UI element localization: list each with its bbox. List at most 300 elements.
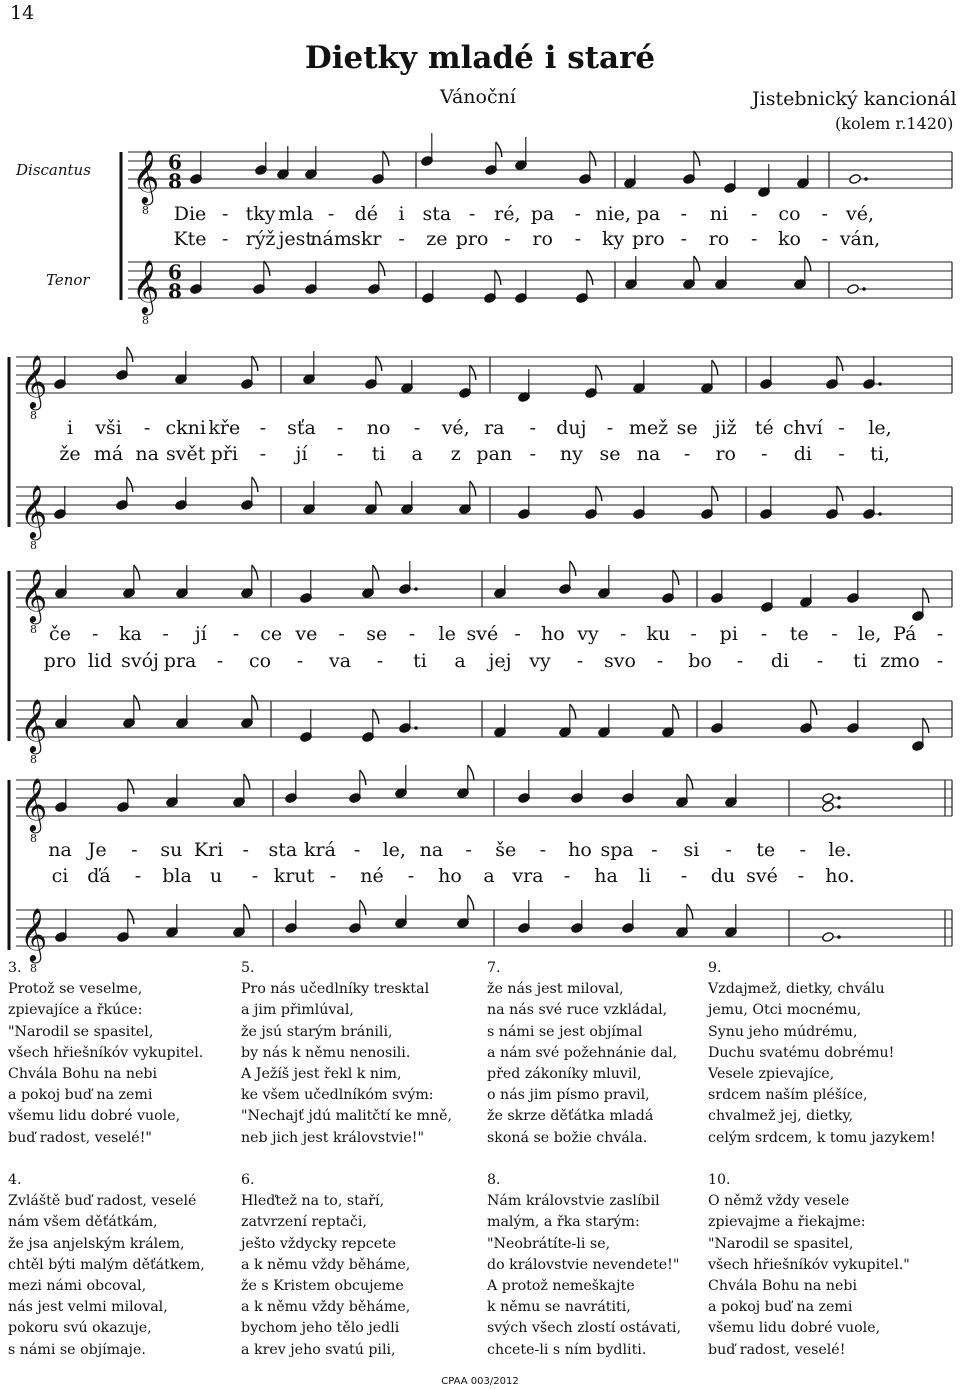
verse-line: buď radost, veselé! bbox=[708, 1341, 846, 1358]
lyric-syllable: - bbox=[504, 228, 511, 250]
lyric-syllable: ďá bbox=[87, 865, 111, 887]
verse-number: 9. bbox=[708, 960, 722, 976]
verse-line: pokoru svú okazuje, bbox=[8, 1320, 152, 1337]
lyric-syllable: le. bbox=[828, 839, 852, 861]
note-head bbox=[822, 801, 835, 812]
time-signature: 6 bbox=[168, 150, 182, 174]
lyric-syllable: ci bbox=[51, 865, 69, 887]
verse-line: O němž vždy vesele bbox=[708, 1193, 850, 1210]
verse-line: chcete-li s ním bydliti. bbox=[487, 1341, 647, 1358]
note-flag bbox=[468, 895, 474, 910]
note-flag bbox=[128, 779, 134, 794]
lyric-syllable: - bbox=[91, 623, 99, 645]
lyric-syllable: - bbox=[539, 839, 547, 861]
verse-line: buď radost, veselé!" bbox=[8, 1129, 152, 1146]
verse-line: Hleďtež na to, staří, bbox=[241, 1193, 385, 1210]
lyric-syllable: té bbox=[754, 417, 774, 439]
lyric-syllable: - bbox=[936, 623, 944, 645]
lyric-syllable: již bbox=[714, 417, 737, 439]
note-flag bbox=[495, 270, 501, 285]
lyric-syllable: ti bbox=[371, 443, 386, 465]
lyric-syllable: - bbox=[760, 623, 768, 645]
lyric-line bbox=[67, 417, 892, 439]
note-flag bbox=[264, 261, 270, 276]
lyric-syllable: z bbox=[450, 443, 461, 465]
song-subtitle: Vánoční bbox=[440, 86, 516, 108]
lyric-syllable: bla bbox=[162, 865, 192, 887]
note-flag bbox=[590, 151, 596, 166]
clef-octave-mark: 8 bbox=[30, 962, 37, 975]
verse-line: že skrze děťátka mladá bbox=[487, 1108, 654, 1125]
lyric-syllable: sťa bbox=[287, 417, 316, 439]
verse-line: a pokoj buď na zemi bbox=[708, 1299, 853, 1316]
note-dot bbox=[878, 512, 882, 516]
lyric-syllable: du bbox=[710, 865, 736, 887]
lyric-syllable: - bbox=[821, 203, 828, 225]
note-dot bbox=[414, 726, 418, 730]
note-flag bbox=[687, 774, 693, 789]
verse-line: zpievajíce a řkúce: bbox=[8, 1002, 143, 1019]
note-flag bbox=[134, 695, 140, 710]
verse-5 bbox=[241, 958, 471, 1149]
lyric-syllable: ha bbox=[594, 865, 618, 887]
lyric-syllable: - bbox=[799, 839, 807, 861]
lyric-syllable: i bbox=[398, 203, 405, 225]
lyric-syllable: - bbox=[376, 650, 384, 672]
lyric-syllable: no bbox=[366, 417, 391, 439]
note-flag bbox=[570, 704, 576, 719]
note-flag bbox=[252, 695, 258, 710]
treble-clef-icon: 𝄞 bbox=[20, 907, 48, 961]
lyric-syllable: - bbox=[468, 203, 476, 225]
lyric-syllable: ko bbox=[777, 228, 801, 250]
lyric-syllable: svět bbox=[166, 443, 206, 465]
lyric-syllable: vy bbox=[529, 650, 551, 672]
clef-octave-mark: 8 bbox=[30, 623, 37, 636]
lyric-syllable: - bbox=[251, 865, 259, 887]
note-flag bbox=[596, 365, 602, 380]
verse-line: na nás své ruce vzkládal, bbox=[487, 1002, 668, 1019]
lyric-syllable: vši bbox=[95, 417, 122, 439]
note-flag bbox=[587, 270, 593, 285]
note-flag bbox=[496, 142, 502, 157]
lyric-syllable: - bbox=[259, 443, 267, 465]
treble-clef-icon: 𝄞 bbox=[20, 354, 48, 408]
verse-line: všech hřiešníkóv vykupitel. bbox=[8, 1044, 204, 1061]
lyric-syllable: a bbox=[411, 443, 423, 465]
verse-line: neb jich jest královstvie!" bbox=[241, 1129, 425, 1146]
note-flag bbox=[712, 360, 718, 375]
lyric-syllable: ré, bbox=[494, 203, 521, 225]
verse-line: skoná se božie chvála. bbox=[487, 1129, 648, 1146]
verse-line: "Neobrátíte-li se, bbox=[487, 1235, 611, 1252]
lyric-syllable: jej bbox=[488, 650, 512, 672]
verse-line: "Narodil se spasitel, bbox=[8, 1023, 154, 1040]
verse-line: malým, a řka starým: bbox=[487, 1214, 640, 1231]
lyric-syllable: - bbox=[259, 417, 267, 439]
lyric-syllable: ro bbox=[715, 443, 736, 465]
lyric-syllable: ra bbox=[484, 417, 505, 439]
lyric-syllable: - bbox=[563, 865, 571, 887]
verse-line: zpievajme a řiekajme: bbox=[708, 1214, 866, 1231]
lyric-syllable: - bbox=[574, 203, 582, 225]
time-signature: 8 bbox=[168, 279, 182, 303]
verse-line: Nám královstvie zaslíbil bbox=[487, 1193, 660, 1210]
lyric-syllable: - bbox=[651, 839, 658, 861]
lyric-syllable: va bbox=[328, 650, 352, 672]
verse-number: 6. bbox=[241, 1172, 255, 1188]
lyric-syllable: a bbox=[483, 865, 495, 887]
verse-line: Synu jeho múdrému, bbox=[708, 1023, 858, 1040]
lyric-syllable: ky bbox=[602, 228, 625, 250]
lyric-line bbox=[173, 228, 880, 250]
verse-line: ke všem učedlníkóm svým: bbox=[241, 1087, 434, 1104]
lyric-syllable: te bbox=[789, 623, 809, 645]
lyric-syllable: - bbox=[408, 623, 416, 645]
note-flag bbox=[376, 356, 382, 371]
verse-9 bbox=[708, 958, 938, 1149]
note-flag bbox=[376, 481, 382, 496]
lyric-syllable: na bbox=[135, 443, 159, 465]
lyric-syllable: - bbox=[680, 228, 687, 250]
verse-line: že s Kristem obcujeme bbox=[241, 1278, 404, 1295]
lyric-line bbox=[59, 443, 890, 465]
verse-line: a k němu vždy běháme, bbox=[241, 1299, 411, 1316]
lyric-syllable: - bbox=[606, 417, 614, 439]
lyric-syllable: - bbox=[656, 650, 664, 672]
note-flag bbox=[360, 770, 366, 785]
lyric-syllable: nám bbox=[310, 228, 352, 250]
note-flag bbox=[687, 904, 693, 919]
lyric-syllable: na bbox=[48, 839, 72, 861]
lyric-syllable: i bbox=[66, 417, 74, 439]
lyric-syllable: - bbox=[222, 228, 229, 250]
lyric-syllable: ve bbox=[295, 623, 318, 645]
verse-number: 8. bbox=[487, 1172, 501, 1188]
verse-line: Duchu svatému dobrému! bbox=[708, 1044, 895, 1061]
lyric-syllable: - bbox=[296, 650, 304, 672]
note-flag bbox=[252, 477, 258, 492]
lyric-syllable: - bbox=[514, 623, 521, 645]
note-dot bbox=[837, 935, 841, 939]
lyric-syllable: te bbox=[756, 839, 776, 861]
lyric-syllable: vy bbox=[577, 623, 599, 645]
verse-line: do královstvie nevendete!" bbox=[487, 1256, 680, 1273]
lyric-syllable: bo bbox=[688, 650, 712, 672]
note-flag bbox=[923, 718, 929, 733]
lyric-syllable: - bbox=[134, 865, 142, 887]
lyric-syllable: vé, bbox=[845, 203, 875, 225]
lyric-syllable: di bbox=[770, 650, 790, 672]
voice-label-tenor: Tenor bbox=[46, 271, 90, 289]
lyric-syllable: ku bbox=[646, 623, 671, 645]
lyric-syllable: - bbox=[797, 865, 805, 887]
lyric-syllable: pa bbox=[530, 203, 555, 225]
lyric-syllable: chví bbox=[783, 417, 823, 439]
note-flag bbox=[383, 151, 389, 166]
lyric-syllable: - bbox=[576, 650, 584, 672]
lyric-syllable: - bbox=[413, 417, 421, 439]
treble-clef-icon: 𝄞 bbox=[20, 777, 48, 831]
verse-line: s námi se objímaje. bbox=[8, 1341, 146, 1358]
verse-number: 10. bbox=[708, 1172, 731, 1188]
lyric-line bbox=[52, 865, 855, 887]
lyric-syllable: - bbox=[529, 417, 537, 439]
note-flag bbox=[134, 565, 140, 580]
note-head bbox=[822, 931, 835, 942]
lyric-syllable: krá bbox=[304, 839, 336, 861]
verse-number: 3. bbox=[8, 960, 22, 976]
lyric-syllable: - bbox=[725, 839, 732, 861]
note-flag bbox=[712, 486, 718, 501]
note-dot bbox=[837, 805, 841, 809]
lyric-syllable: ho bbox=[540, 623, 565, 645]
treble-clef-icon: 𝄞 bbox=[20, 568, 48, 622]
verse-line: Vzdajmež, dietky, chválu bbox=[708, 981, 885, 998]
note-flag bbox=[837, 486, 843, 501]
lyric-syllable: - bbox=[232, 623, 240, 645]
verse-3 bbox=[8, 958, 238, 1149]
lyric-syllable: vra bbox=[512, 865, 544, 887]
time-signature: 8 bbox=[168, 169, 182, 193]
lyric-syllable: - bbox=[761, 443, 768, 465]
lyric-syllable: - bbox=[529, 443, 537, 465]
lyric-syllable: - bbox=[821, 228, 828, 250]
voice-label-discantus: Discantus bbox=[16, 161, 91, 179]
lyric-syllable: mež bbox=[628, 417, 669, 439]
verse-line: Pro nás učedlníky tresktal bbox=[241, 981, 430, 998]
treble-clef-icon: 𝄞 bbox=[20, 484, 48, 538]
note-flag bbox=[128, 909, 134, 924]
lyric-syllable: Die bbox=[173, 203, 207, 225]
clef-octave-mark: 8 bbox=[30, 832, 37, 845]
lyric-syllable: mla bbox=[278, 203, 314, 225]
verse-line: že jsú starým bránili, bbox=[241, 1023, 393, 1040]
lyric-syllable: ro bbox=[532, 228, 553, 250]
verse-line: před zákoníky mluvil, bbox=[487, 1066, 642, 1083]
note-flag bbox=[244, 774, 250, 789]
verse-line: A Ježíš jest řekl k nim, bbox=[241, 1066, 402, 1083]
verse-line: o nás jim písmo pravil, bbox=[487, 1087, 650, 1104]
lyric-syllable: če bbox=[49, 623, 71, 645]
verse-line: "Nechajť jdú malitčtí ke mně, bbox=[241, 1108, 452, 1125]
note-head bbox=[847, 283, 860, 294]
lyric-syllable: ti bbox=[853, 650, 867, 672]
lyric-syllable: - bbox=[143, 417, 151, 439]
treble-clef-icon: 𝄞 bbox=[132, 259, 160, 313]
note-flag bbox=[805, 256, 811, 271]
verse-number: 7. bbox=[487, 960, 501, 976]
lyric-syllable: dé bbox=[354, 203, 379, 225]
verse-line: srdcem naším pléšíce, bbox=[708, 1087, 868, 1104]
verse-line: "Narodil se spasitel, bbox=[708, 1235, 854, 1252]
lyric-syllable: Je bbox=[87, 839, 107, 861]
lyric-syllable: - bbox=[680, 865, 688, 887]
lyric-syllable: ho. bbox=[825, 865, 855, 887]
note-flag bbox=[673, 570, 679, 585]
note-flag bbox=[837, 356, 843, 371]
lyric-syllable: - bbox=[619, 623, 627, 645]
lyric-syllable: zmo bbox=[880, 650, 920, 672]
verse-line: zatvrzení reptači, bbox=[241, 1214, 367, 1231]
note-flag bbox=[373, 565, 379, 580]
verse-line: Chvála Bohu na nebi bbox=[8, 1066, 157, 1083]
lyric-syllable: - bbox=[336, 417, 344, 439]
lyric-syllable: pan bbox=[476, 443, 513, 465]
lyric-syllable: kře bbox=[208, 417, 241, 439]
lyric-syllable: - bbox=[750, 228, 758, 250]
note-dot bbox=[864, 177, 868, 181]
verse-line: a jim přimlúval, bbox=[241, 1002, 354, 1019]
lyric-syllable: ckni bbox=[165, 417, 206, 439]
note-dot bbox=[878, 382, 882, 386]
verse-line: nás jest velmi miloval, bbox=[8, 1299, 168, 1316]
lyric-syllable: pa bbox=[636, 203, 661, 225]
lyric-syllable: - bbox=[398, 228, 405, 250]
verse-line: všemu lidu dobré vuole, bbox=[8, 1108, 181, 1125]
verse-line: Vesele zpievajíce, bbox=[708, 1066, 835, 1083]
lyric-line bbox=[48, 839, 851, 861]
lyric-syllable: - bbox=[838, 443, 845, 465]
verse-line: a pokoj buď na zemi bbox=[8, 1087, 153, 1104]
lyric-syllable: že bbox=[59, 443, 81, 465]
lyric-syllable: na bbox=[419, 839, 444, 861]
lyric-line bbox=[174, 203, 874, 225]
verse-line: s námi se jest objímal bbox=[487, 1023, 643, 1040]
clef-octave-mark: 8 bbox=[142, 314, 149, 327]
lyric-syllable: su bbox=[160, 839, 183, 861]
lyric-syllable: - bbox=[327, 203, 335, 225]
song-source: Jistebnický kancionál bbox=[752, 88, 957, 110]
lyric-syllable: - bbox=[336, 443, 344, 465]
note-flag bbox=[360, 900, 366, 915]
note-flag bbox=[923, 588, 929, 603]
verse-line: všech hřiešníkóv vykupitel." bbox=[708, 1256, 910, 1273]
lyric-syllable: co bbox=[248, 650, 272, 672]
lyric-syllable: má bbox=[93, 443, 124, 465]
lyric-syllable: - bbox=[222, 203, 229, 225]
verse-line: chtěl býti malým děťátkem, bbox=[8, 1256, 205, 1273]
clef-octave-mark: 8 bbox=[30, 409, 37, 422]
verse-line: Protož se veselme, bbox=[8, 981, 143, 998]
verse-line: svých všech zlostí ostávati, bbox=[487, 1320, 681, 1337]
verse-10 bbox=[708, 1170, 938, 1361]
lyric-syllable: co bbox=[778, 203, 801, 225]
lyric-syllable: le, bbox=[382, 839, 406, 861]
lyric-syllable: pi bbox=[719, 623, 738, 645]
lyric-syllable: ho bbox=[438, 865, 462, 887]
clef-octave-mark: 8 bbox=[30, 539, 37, 552]
note-flag bbox=[244, 904, 250, 919]
lyric-syllable: své bbox=[746, 865, 778, 887]
lyric-syllable: - bbox=[465, 839, 472, 861]
treble-clef-icon: 𝄞 bbox=[20, 698, 48, 752]
lyric-syllable: - bbox=[683, 443, 691, 465]
lyric-syllable: lid bbox=[87, 650, 113, 672]
lyric-syllable: - bbox=[816, 650, 824, 672]
note-flag bbox=[379, 261, 385, 276]
lyric-syllable: rýž bbox=[245, 228, 276, 250]
lyric-syllable: a bbox=[454, 650, 466, 672]
lyric-syllable: pro bbox=[43, 650, 77, 672]
lyric-syllable: - bbox=[736, 650, 744, 672]
lyric-line bbox=[44, 650, 944, 672]
lyric-syllable: jest bbox=[278, 228, 314, 250]
lyric-line bbox=[49, 623, 943, 645]
note-flag bbox=[673, 704, 679, 719]
lyric-syllable: - bbox=[838, 417, 845, 439]
lyric-syllable: pro bbox=[455, 228, 489, 250]
note-flag bbox=[468, 765, 474, 780]
lyric-syllable: duj bbox=[556, 417, 587, 439]
lyric-syllable: le, bbox=[868, 417, 892, 439]
lyric-syllable: se bbox=[599, 443, 621, 465]
note-flag bbox=[252, 565, 258, 580]
lyric-syllable: své bbox=[466, 623, 499, 645]
lyric-syllable: ván, bbox=[839, 228, 881, 250]
lyric-syllable: nie, bbox=[595, 203, 631, 225]
lyric-syllable: se bbox=[366, 623, 388, 645]
lyric-syllable: u bbox=[209, 865, 223, 887]
verse-7 bbox=[487, 958, 717, 1149]
lyric-syllable: - bbox=[162, 623, 169, 645]
lyric-syllable: - bbox=[216, 650, 224, 672]
lyric-syllable: skr bbox=[351, 228, 382, 250]
lyric-syllable: jí bbox=[194, 623, 207, 645]
note-flag bbox=[470, 481, 476, 496]
note-head bbox=[849, 173, 862, 184]
note-head bbox=[822, 792, 835, 803]
lyric-syllable: pra bbox=[163, 650, 197, 672]
note-flag bbox=[570, 561, 576, 576]
lyric-syllable: ce bbox=[260, 623, 283, 645]
note-flag bbox=[694, 256, 700, 271]
lyric-syllable: né bbox=[360, 865, 384, 887]
footer-code: CPAA 003/2012 bbox=[441, 1376, 519, 1387]
lyric-syllable: še bbox=[495, 839, 517, 861]
song-title: Dietky mladé i staré bbox=[304, 40, 656, 76]
note-flag bbox=[470, 365, 476, 380]
lyric-syllable: ny bbox=[559, 443, 583, 465]
lyric-syllable: - bbox=[242, 839, 249, 861]
lyric-syllable: - bbox=[831, 623, 838, 645]
note-dot bbox=[862, 287, 866, 291]
verse-line: a krev jeho svatú pili, bbox=[241, 1341, 396, 1358]
verse-line: chvalmež jej, dietky, bbox=[708, 1108, 854, 1125]
verse-line: že nás jest miloval, bbox=[487, 981, 624, 998]
lyric-syllable: vé, bbox=[441, 417, 470, 439]
lyric-syllable: Kri bbox=[193, 839, 224, 861]
verse-line: k němu se navrátiti, bbox=[487, 1299, 631, 1316]
lyric-syllable: spa bbox=[600, 839, 634, 861]
lyric-syllable: di bbox=[793, 443, 812, 465]
note-dot bbox=[837, 796, 841, 800]
lyric-syllable: - bbox=[407, 865, 415, 887]
note-flag bbox=[127, 477, 133, 492]
lyric-syllable: - bbox=[329, 865, 337, 887]
note-flag bbox=[252, 356, 258, 371]
lyric-syllable: ti bbox=[413, 650, 427, 672]
lyric-syllable: tky bbox=[245, 203, 276, 225]
verse-8 bbox=[487, 1170, 717, 1361]
source-date: (kolem r.1420) bbox=[835, 114, 954, 133]
lyric-syllable: - bbox=[750, 203, 758, 225]
lyric-syllable: sta bbox=[268, 839, 298, 861]
verse-6 bbox=[241, 1170, 471, 1361]
verse-line: ješto vždycky repcete bbox=[241, 1235, 397, 1252]
lyric-syllable: jí bbox=[295, 443, 308, 465]
verse-line: Chvála Bohu na nebi bbox=[708, 1278, 857, 1295]
